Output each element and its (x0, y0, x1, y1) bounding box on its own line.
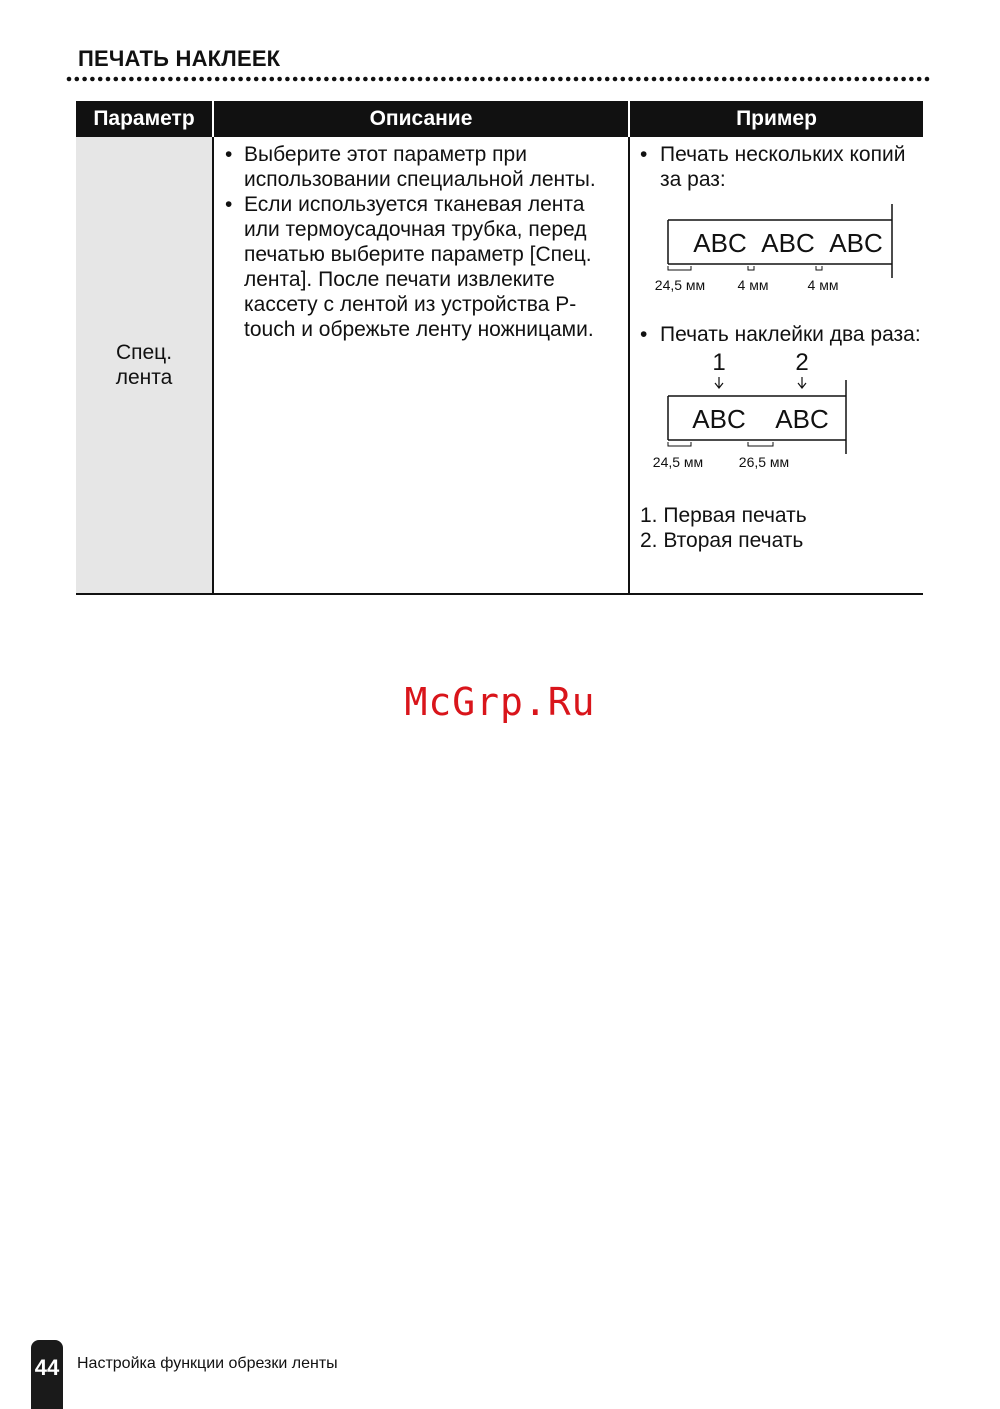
description-list (214, 137, 628, 342)
parameter-name-line1: Спец. (115, 341, 173, 364)
header-parameter: Параметр (76, 101, 213, 137)
footer-chapter-title: Настройка функции обрезки ленты (77, 1355, 338, 1372)
example-print-twice-text: • Печать наклейки два раза: (630, 322, 923, 347)
tape-label-text: ABC (693, 228, 747, 258)
description-item: • Выберите этот параметр при использовании специальной ленты. (224, 142, 620, 192)
print-marker: 1 (712, 349, 726, 376)
parameter-cell (76, 137, 213, 594)
dimension-label: 4 мм (737, 277, 769, 293)
section-title: ПЕЧАТЬ НАКЛЕЕК (78, 46, 281, 71)
page-number: 44 (34, 1355, 60, 1380)
legend-first-print: 1. Первая печать (640, 504, 807, 527)
dimension-label: 4 мм (807, 277, 839, 293)
parameter-name-line2: лента (115, 366, 173, 389)
tape-label-text: ABC (775, 404, 829, 434)
table-row (76, 137, 923, 594)
description-cell (213, 137, 629, 594)
arrow-down-icon (715, 377, 723, 388)
dimension-label: 24,5 мм (652, 454, 704, 470)
example-multiple-copies-text: • Печать нескольких копий за раз: (630, 142, 923, 192)
header-description: Описание (213, 101, 629, 137)
table-header-row (76, 101, 923, 137)
dimension-label: 26,5 мм (738, 454, 790, 470)
tape-label-text: ABC (761, 228, 815, 258)
example-cell (629, 137, 923, 594)
dimension-label: 24,5 мм (654, 277, 706, 293)
tape-label-text: ABC (692, 404, 746, 434)
watermark: McGrp.Ru (404, 680, 596, 724)
legend-second-print: 2. Вторая печать (640, 529, 804, 552)
dotted-divider (66, 75, 934, 83)
header-example: Пример (629, 101, 923, 137)
arrow-down-icon (798, 377, 806, 388)
description-item: • Если используется тканевая лента или термоусадочная трубка, перед печатью выберите параметр [Спец. лента]. После печати извлеките кассету с лентой из устройства P-touch и обрежьте ленту ножницами. (224, 192, 620, 342)
page-number-tab (31, 1340, 63, 1409)
multiple-copies-diagram (630, 192, 922, 300)
print-twice-diagram (630, 347, 922, 482)
print-marker: 2 (795, 349, 809, 376)
tape-label-text: ABC (829, 228, 883, 258)
parameter-table (76, 101, 923, 595)
